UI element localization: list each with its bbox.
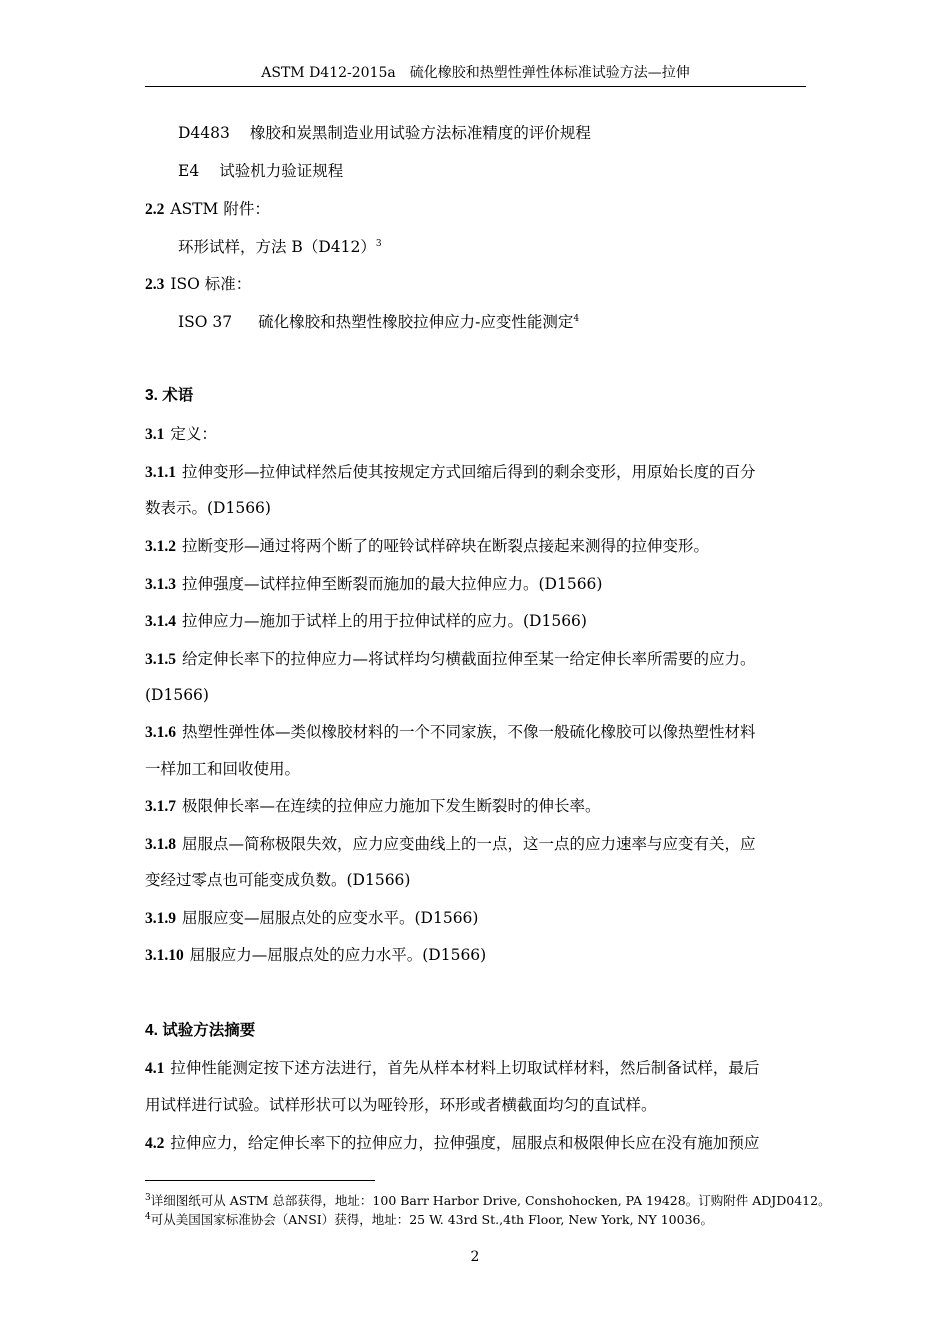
term-text: 屈服应变—屈服点处的应变水平。(D1566) — [182, 909, 479, 927]
term-text: 拉断变形—通过将两个断了的哑铃试样碎块在断裂点接起来测得的拉伸变形。 — [182, 537, 710, 555]
term-3-1-8 — [145, 833, 815, 856]
heading-terminology: 3. 术语 — [145, 387, 194, 404]
para-number: 4.2 — [145, 1135, 165, 1152]
para-text: 拉伸性能测定按下述方法进行，首先从样本材料上切取试样材料，然后制备试样，最后 — [170, 1059, 760, 1077]
para-4-1 — [145, 1057, 815, 1080]
annex-item — [178, 236, 848, 258]
term-number: 3.1.7 — [145, 798, 176, 815]
ref-e4 — [178, 160, 848, 182]
footnote-ref-4: 4 — [573, 313, 580, 324]
header-rule — [145, 86, 806, 87]
section-3-1 — [145, 423, 815, 446]
term-text: 极限伸长率—在连续的拉伸应力施加下发生断裂时的伸长率。 — [182, 797, 601, 815]
term-text: 给定伸长率下的拉伸应力—将试样均匀横截面拉伸至某一给定伸长率所需要的应力。 — [182, 650, 756, 668]
footnote-text: 详细图纸可从 ASTM 总部获得，地址：100 Barr Harbor Drive, Conshohocken, PA 19428。订购附件 ADJD0412。 — [150, 1193, 831, 1208]
term-text: 热塑性弹性体—类似橡胶材料的一个不同家族，不像一般硫化橡胶可以像热塑性材料 — [182, 723, 756, 741]
para-4-2 — [145, 1132, 815, 1155]
heading-test-summary: 4. 试验方法摘要 — [145, 1022, 256, 1039]
term-number: 3.1.1 — [145, 464, 176, 481]
term-number: 3.1.2 — [145, 538, 176, 555]
term-3-1-5-cont: (D1566) — [145, 686, 209, 704]
section-number: 2.3 — [145, 276, 165, 293]
footnote-rule — [145, 1180, 375, 1181]
iso-text: 硫化橡胶和热塑性橡胶拉伸应力-应变性能测定 — [258, 313, 574, 331]
ref-code: D4483 — [178, 124, 230, 142]
para-text: 拉伸应力，给定伸长率下的拉伸应力，拉伸强度，屈服点和极限伸长应在没有施加预应 — [170, 1134, 760, 1152]
ref-code: E4 — [178, 162, 200, 180]
term-3-1-1 — [145, 461, 815, 484]
term-3-1-10 — [145, 944, 815, 967]
term-3-1-1-cont: 数表示。(D1566) — [145, 499, 271, 517]
term-number: 3.1.3 — [145, 576, 176, 593]
term-3-1-9 — [145, 907, 815, 930]
iso-code: ISO 37 — [178, 313, 233, 331]
section-2-3 — [145, 273, 815, 296]
footnote-4 — [145, 1212, 815, 1228]
section-title: ASTM 附件： — [170, 200, 270, 218]
term-3-1-7 — [145, 795, 815, 818]
section-title: ISO 标准： — [170, 275, 252, 293]
term-3-1-3 — [145, 573, 815, 596]
term-3-1-8-cont: 变经过零点也可能变成负数。(D1566) — [145, 871, 411, 889]
section-2-2 — [145, 198, 815, 221]
ref-text: 橡胶和炭黑制造业用试验方法标准精度的评价规程 — [249, 124, 591, 142]
term-text: 拉伸强度—试样拉伸至断裂而施加的最大拉伸应力。(D1566) — [182, 575, 603, 593]
term-text: 拉伸应力—施加于试样上的用于拉伸试样的应力。(D1566) — [182, 612, 587, 630]
para-number: 4.1 — [145, 1060, 165, 1077]
footnote-mark: 3 — [145, 1192, 151, 1203]
annex-text: 环形试样，方法 B（D412） — [178, 238, 376, 256]
page-number: 2 — [470, 1249, 480, 1265]
footnote-text: 可从美国国家标准协会（ANSI）获得，地址：25 W. 43rd St.,4th Floor, New York, NY 10036。 — [150, 1212, 713, 1227]
section-number: 2.2 — [145, 201, 165, 218]
section-title: 定义： — [170, 425, 217, 443]
term-number: 3.1.8 — [145, 836, 176, 853]
term-text: 拉伸变形—拉伸试样然后使其按规定方式回缩后得到的剩余变形，用原始长度的百分 — [182, 463, 756, 481]
term-3-1-6 — [145, 721, 815, 744]
term-text: 屈服点—简称极限失效，应力应变曲线上的一点，这一点的应力速率与应变有关，应 — [182, 835, 756, 853]
term-3-1-2 — [145, 535, 815, 558]
ref-text: 试验机力验证规程 — [219, 162, 344, 180]
term-number: 3.1.10 — [145, 947, 184, 964]
para-4-1-cont: 用试样进行试验。试样形状可以为哑铃形，环形或者横截面均匀的直试样。 — [145, 1096, 657, 1114]
term-number: 3.1.5 — [145, 651, 176, 668]
term-3-1-6-cont: 一样加工和回收使用。 — [145, 760, 301, 778]
footnote-3 — [145, 1192, 831, 1209]
term-number: 3.1.9 — [145, 910, 176, 927]
term-text: 屈服应力—屈服点处的应力水平。(D1566) — [189, 946, 487, 964]
footnote-ref-3: 3 — [375, 238, 382, 249]
term-number: 3.1.6 — [145, 724, 176, 741]
iso-item — [178, 311, 848, 333]
footnote-mark: 4 — [145, 1211, 151, 1222]
section-number: 3.1 — [145, 426, 165, 443]
term-3-1-5 — [145, 648, 815, 671]
term-3-1-4 — [145, 610, 815, 633]
running-header: ASTM D412-2015a 硫化橡胶和热塑性弹性体标准试验方法—拉伸 — [261, 65, 690, 81]
ref-d4483 — [178, 122, 848, 144]
term-number: 3.1.4 — [145, 613, 176, 630]
